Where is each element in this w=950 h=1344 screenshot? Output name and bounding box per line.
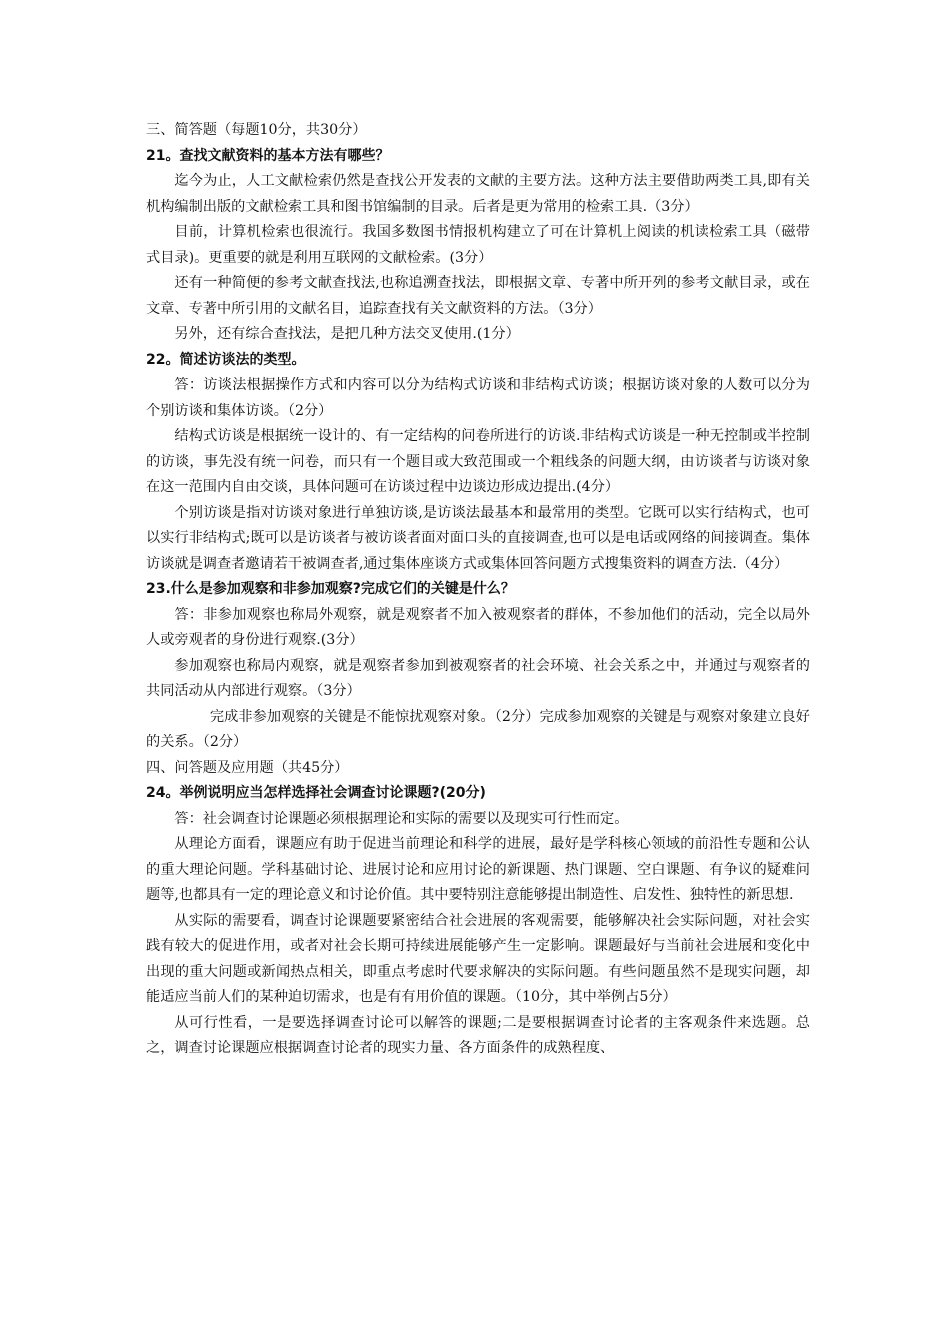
document-page (146, 118, 810, 1062)
q23-paragraph-1: 答：非参加观察也称局外观察，就是观察者不加入被观察者的群体，不参加他们的活动，完全以局外人或旁观者的身份进行观察.(3分） (146, 606, 810, 648)
question-23-title: 23.什么是参加观察和非参加观察?完成它们的关键是什么？ (146, 581, 515, 597)
section-3-heading: 三、简答题（每题10分，共30分） (146, 122, 367, 138)
q22-paragraph-1: 答：访谈法根据操作方式和内容可以分为结构式访谈和非结构式访谈；根据访谈对象的人数可以分为个别访谈和集体访谈。（2分） (146, 377, 810, 419)
q24-paragraph-3: 从实际的需要看，调查讨论课题要紧密结合社会进展的客观需要，能够解决社会实际问题，对社会实践有较大的促进作用，或者对社会长期可持续进展能够产生一定影响。课题最好与当前社会进展和变化中出现的重大问题或新闻热点相关，即重点考虑时代要求解决的实际问题。有些问题虽然不是现实问题，却能适应当前人们的某种迫切需求，也是有有用价值的课题。（10分，其中举例占5分） (146, 912, 810, 1005)
q21-paragraph-3: 还有一种简便的参考文献查找法,也称追溯查找法，即根据文章、专著中所开列的参考文献目录，或在文章、专著中所引用的文献名目，追踪查找有关文献资料的方法。（3分） (146, 275, 810, 317)
q23-paragraph-2: 参加观察也称局内观察，就是观察者参加到被观察者的社会环境、社会关系之中，并通过与观察者的共同活动从内部进行观察。（3分） (146, 657, 810, 699)
q22-paragraph-3: 个别访谈是指对访谈对象进行单独访谈,是访谈法最基本和最常用的类型。它既可以实行结构式，也可以实行非结构式;既可以是访谈者与被访谈者面对面口头的直接调查,也可以是电话或网络的间接调查。集体访谈就是调查者邀请若干被调查者,通过集体座谈方式或集体回答问题方式搜集资料的调查方法.（4分） (146, 504, 810, 572)
question-21-title: 21。查找文献资料的基本方法有哪些？ (146, 147, 390, 164)
q24-paragraph-4: 从可行性看，一是要选择调查讨论可以解答的课题;二是要根据调查讨论者的主客观条件来选题。总之，调查讨论课题应根据调查讨论者的现实力量、各方面条件的成熟程度、 (146, 1014, 810, 1056)
q24-paragraph-1: 答：社会调查讨论课题必须根据理论和实际的需要以及现实可行性而定。 (174, 810, 629, 827)
q23-paragraph-3: 完成非参加观察的关键是不能惊扰观察对象。（2分）完成参加观察的关键是与观察对象建立良好的关系。（2分） (146, 708, 810, 750)
q21-paragraph-2: 目前，计算机检索也很流行。我国多数图书情报机构建立了可在计算机上阅读的机读检索工具（磁带式目录)。更重要的就是利用互联网的文献检索。(3分） (146, 224, 810, 266)
q22-paragraph-2: 结构式访谈是根据统一设计的、有一定结构的问卷所进行的访谈.非结构式访谈是一种无控制或半控制的访谈，事先没有统一问卷，而只有一个题目或大致范围或一个粗线条的问题大纲，由访谈者与访谈对象在这一范围内自由交谈，具体问题可在访谈过程中边谈边形成边提出.(4分） (146, 428, 810, 495)
question-24-title: 24。举例说明应当怎样选择社会调查讨论课题?(20分) (146, 785, 486, 801)
q21-paragraph-1: 迄今为止，人工文献检索仍然是查找公开发表的文献的主要方法。这种方法主要借助两类工具,即有关机构编制出版的文献检索工具和图书馆编制的目录。后者是更为常用的检索工具.（3分） (146, 173, 810, 215)
section-4-heading: 四、问答题及应用题（共45分） (146, 759, 349, 776)
q21-paragraph-4: 另外，还有综合查找法，是把几种方法交叉使用.(1分） (174, 326, 520, 342)
question-22-title: 22。简述访谈法的类型。 (146, 351, 306, 368)
q24-paragraph-2: 从理论方面看，课题应有助于促进当前理论和科学的进展，最好是学科核心领域的前沿性专题和公认的重大理论问题。学科基础讨论、进展讨论和应用讨论的新课题、热门课题、空白课题、有争议的疑难问题等,也都具有一定的理论意义和讨论价值。其中要特别注意能够提出制造性、启发性、独特性的新思想. (146, 836, 810, 903)
